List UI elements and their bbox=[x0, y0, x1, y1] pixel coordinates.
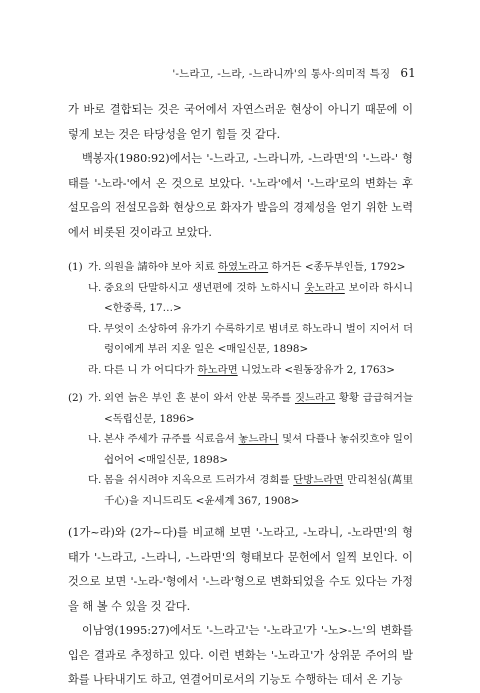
example-text: 무엇이 소상하여 유가기 수록하기로 범녀로 하노라니 벌이 지어서 더렁이에게 부러 지운 일은 <매일신문, 1898> bbox=[104, 322, 413, 355]
paragraph-lee: 이남영(1995:27)에서도 '-느라고'는 '-노라고'가 '-노>-느'의 변화를 입은 결과로 추정하고 있다. 이런 변화는 '-노라고'가 상위문 주어의 발화를 나타내기도 하고, 연결어미로서의 기능도 수행하는 데서 온 기능 bbox=[68, 624, 413, 686]
underlined-form: 짓느라고 bbox=[294, 392, 336, 404]
example-number: (2) bbox=[68, 392, 83, 404]
example-group-1 bbox=[68, 257, 413, 380]
example-text: 외연 늙은 부인 흔 분이 와서 안분 묵주를 짓느라고 황황 급급혀거늘 <독립신문, 1896> bbox=[104, 392, 413, 425]
example-text: 의원을 請하야 보아 치료 하였노라고 하거든 <종두부인들, 1792> bbox=[104, 261, 406, 273]
examples-block bbox=[68, 257, 413, 511]
example-group-2 bbox=[68, 388, 413, 511]
underlined-form: 하였노라고 bbox=[217, 261, 269, 273]
example-number: (1) bbox=[68, 261, 83, 273]
underlined-form: 놓느라니 bbox=[238, 433, 279, 445]
body-text bbox=[68, 98, 413, 693]
paragraph-baek: 백봉자(1980:92)에서는 '-느라고, -느라니까, -느라면'의 '-느라-' 형태를 '-노라-'에서 온 것으로 보았다. '-노라'에서 '-느라'로의 변화는 후설모음의 전설모음화 현상으로 화자가 발음의 경제성을 얻기 위한 노력에서 비롯된 것이라고 보았다. bbox=[68, 152, 413, 239]
underlined-form: 하노라면 bbox=[197, 363, 238, 376]
example-text: 본샤 주세가 규주를 식료음셔 놓느라니 및셔 다플나 놓쉬킷흐야 일이 쉽어어 <매일신문, 1898> bbox=[104, 433, 413, 466]
example-text: 다른 니 가 어디다가 하노라면 니었노라 <원동장유가 2, 1763> bbox=[104, 363, 395, 376]
example-item bbox=[68, 470, 413, 511]
example-item bbox=[68, 278, 413, 319]
paragraph-comparison: (1가~라)와 (2가~다)를 비교해 보면 '-노라고, -노라니, -노라면'의 형태가 '-느라고, -느라니, -느라면'의 형태보다 문헌에서 일찍 보인다. 이것으로 보면 '-노라-'형에서 '-느라'형으로 변화되었을 수도 있다는 가정을 해 볼 수 있을 것 같다. bbox=[68, 526, 413, 613]
underlined-form: 단방느라면 bbox=[293, 474, 344, 486]
underlined-form: 웃노라고 bbox=[304, 281, 345, 294]
example-label: 다. bbox=[88, 474, 102, 486]
example-text: 몸을 쉬시려야 지옥으로 드러가셔 경희를 단방느라면 만리천심(萬里千心)을 지니드리도 <윤세계 367, 1908> bbox=[104, 474, 413, 507]
example-item bbox=[68, 429, 413, 470]
example-item bbox=[68, 319, 413, 360]
example-text: 중요의 단말하시고 생년편에 것하 노하시니 웃노라고 보이라 하시니 <한중록, 17…> bbox=[104, 281, 413, 314]
example-label: 라. bbox=[88, 363, 102, 376]
example-label: 가. bbox=[88, 261, 102, 273]
running-header bbox=[172, 66, 416, 81]
page-number: 61 bbox=[400, 66, 416, 80]
example-item bbox=[68, 360, 413, 381]
example-item bbox=[68, 257, 413, 278]
example-item bbox=[68, 388, 413, 429]
example-label: 나. bbox=[88, 433, 102, 445]
running-title: '-느라고, -느라, -느라니까'의 통사·의미적 특징 bbox=[172, 68, 391, 80]
example-label: 가. bbox=[88, 392, 102, 404]
example-label: 다. bbox=[88, 322, 102, 335]
example-label: 나. bbox=[88, 281, 102, 294]
paragraph-continuation: 가 바로 결합되는 것은 국어에서 자연스러운 현상이 아니기 때문에 이렇게 보는 것은 타당성을 얻기 힘들 것 같다. bbox=[68, 103, 413, 141]
